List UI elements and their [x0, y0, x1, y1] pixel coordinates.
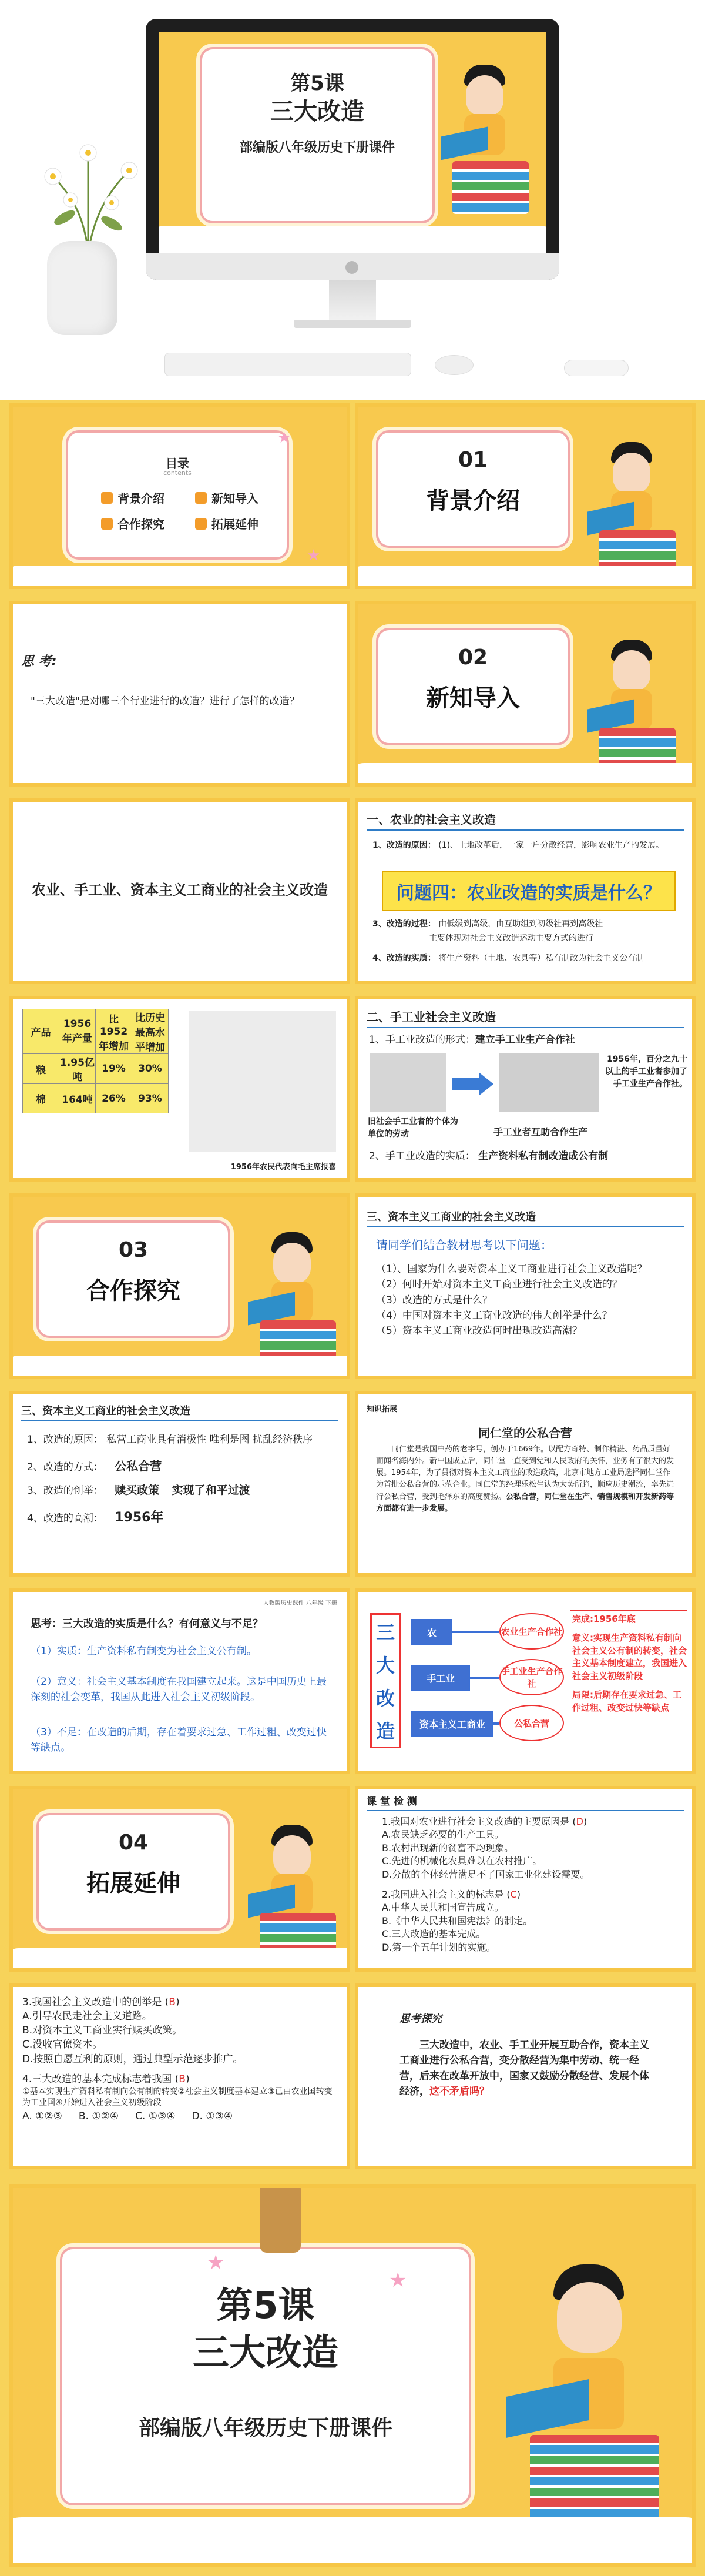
question-item: （5）资本主义工商业改造何时出现改造高潮？: [376, 1325, 582, 1337]
table-cell: 164吨: [59, 1084, 96, 1113]
craft-form: 1、手工业改造的形式：建立手工业生产合作社: [369, 1034, 575, 1046]
slide-quiz-1: [355, 1786, 696, 1972]
slide-section-04: [9, 1786, 350, 1972]
section-title: 合作探究: [86, 1277, 180, 1304]
coop-photo: [499, 1053, 599, 1112]
star-icon: ★: [207, 2251, 225, 2274]
capital-prompt: 请同学们结合教材思考以下问题：: [376, 1238, 552, 1252]
question-item: （4）中国对资本主义工商业改造的伟大创举是什么？: [376, 1310, 612, 1322]
boy-face: [613, 453, 650, 494]
table-cell: 1.95亿吨: [59, 1054, 96, 1084]
think2-a1: （1）实质：生产资料私有制变为社会主义公有制。: [31, 1645, 257, 1657]
craft-caption-left: 旧社会手工业者的个体为单位的劳动: [368, 1117, 458, 1139]
slide-agri: [355, 798, 696, 984]
mindmap-arrows-icon: [452, 1621, 505, 1751]
question-item: （1）、国家为什么要对资本主义工商业进行社会主义改造呢？: [376, 1263, 647, 1275]
divider: [570, 1610, 687, 1611]
capital-questions: [376, 1262, 682, 1339]
capital-a-row: 1、改造的原因： 私营工商业具有消极性 唯利是图 扰乱经济秩序: [27, 1434, 313, 1446]
toc-item-explore[interactable]: 合作探究: [101, 515, 164, 532]
monitor-base: [294, 320, 411, 328]
cloud-decoration: [9, 1948, 350, 1972]
think3-label: 思考探究: [400, 2013, 442, 2025]
mindmap-oval: 农业生产合作社: [499, 1613, 564, 1650]
capital-a-row: 2、改造的方式： 公私合营: [27, 1459, 162, 1473]
table-cell: 粮: [23, 1054, 59, 1084]
agri-heading: 一、农业的社会主义改造: [367, 810, 684, 831]
cloud-decoration: [9, 1356, 350, 1379]
agri-overlay: 问题四：农业改造的实质是什么？: [382, 871, 676, 911]
slide-quiz-2: [9, 1983, 350, 2169]
table-cell: 26%: [96, 1084, 132, 1113]
capital-a-row: 3、改造的创举： 赎买政策 实现了和平过渡: [27, 1484, 250, 1497]
think2-a2: （2）意义：社会主义基本制度在我国建立起来。这是中国历史上最深刻的社会变革，我国从此进入社会主义初级阶段。: [31, 1676, 327, 1704]
think2-a3: （3）不足：在改造的后期，存在着要求过急、工作过粗、改变过快等缺点。: [31, 1727, 327, 1754]
cover-title: 三大改造: [270, 98, 364, 125]
photo-placeholder: [189, 1011, 336, 1152]
table-cell: 棉: [23, 1084, 59, 1113]
cover-slide-mini: [159, 32, 546, 267]
question-item: （2）何时开始对资本主义工商业进行社会主义改造的？: [376, 1279, 622, 1291]
mindmap-notes: 完成:1956年底 意义:实现生产资料私有制向社会主义公有制的转变，社会主义基本制度建立，我国进入社会主义初级阶段 局限:后期存在要求过急、工作过粗、改变过快等缺点: [572, 1614, 687, 1713]
table-cell: 30%: [132, 1054, 169, 1084]
think2-question: 思考：三大改造的实质是什么？有何意义与不足？: [31, 1618, 263, 1630]
slide-capital-questions: [355, 1193, 696, 1379]
phone: [564, 360, 629, 376]
craft-stat: 1956年，百分之九十以上的手工业者参加了手工业生产合作社。: [605, 1055, 687, 1089]
hero-mockup: [0, 0, 705, 400]
monitor: [146, 19, 559, 280]
vase: [47, 241, 118, 335]
section-num: 04: [118, 1831, 149, 1855]
section-title: 新知导入: [426, 685, 520, 712]
flower-plant-icon: [29, 135, 147, 253]
cover-subtitle: 部编版八年级历史下册课件: [239, 140, 395, 155]
craft-caption-right: 手工业者互助合作生产: [494, 1126, 588, 1138]
craft-essence: 2、手工业改造的实质： 生产资料私有制改造成公有制: [369, 1150, 609, 1162]
slide-table: [9, 996, 350, 1182]
quiz-heading: 课 堂 检 测: [367, 1793, 684, 1811]
slide-section-03: [9, 1193, 350, 1379]
section-num: 02: [458, 645, 488, 670]
cloud-decoration: [9, 566, 350, 589]
think3-body: 三大改造中，农业、手工业开展互助合作，资本主义工商业进行公私合营，变分散经营为集中劳动、统一经营，后来在改革开放中，国家又鼓励分散经营、发展个体经济，这不矛盾吗？: [400, 2039, 649, 2098]
clip-icon: [260, 2184, 301, 2253]
section-num: 01: [458, 448, 488, 472]
table-caption: 1956年农民代表向毛主席报喜: [230, 1163, 336, 1172]
agri-row: 4、改造的实质： 将生产资料（土地、农具等）私有制改为社会主义公有制: [372, 954, 644, 963]
think-label: 思 考:: [21, 654, 57, 669]
boy-face: [557, 2282, 622, 2353]
quiz-q3: 3.我国社会主义改造中的创举是 (B) A.引导农民走社会主义道路。 B.对资本主义工商业实行赎买政策。 C.没收官僚资本。 D.按照自愿互利的原则，通过典型示范逐步推广。 4.三大改造的基本完成标志着我国 (B) ①基本实现生产资料私有制向公有制的转变②社会主义制度基本建立③已由农业国转变为工业国④开始进入社会主义初级阶段 A. ①②③ B. ①②④ C. ①③④ D. ①③④: [22, 1996, 333, 2122]
slide-craft: [355, 996, 696, 1182]
slide-mindmap: [355, 1588, 696, 1774]
slide-toc: [9, 403, 350, 589]
toc-heading-en: contents: [163, 469, 192, 477]
section-title: 拓展延伸: [86, 1870, 180, 1897]
mindmap-box-agri: 农: [411, 1619, 452, 1645]
toc-item-extend[interactable]: 拓展延伸: [195, 515, 258, 532]
section-title: 背景介绍: [426, 487, 520, 514]
mindmap-side: 三 大 改 造: [370, 1613, 401, 1748]
tongrentang-tag: 知识拓展: [367, 1403, 397, 1414]
table-cell: 19%: [96, 1054, 132, 1084]
boy-face: [273, 1243, 311, 1284]
cloud-decoration: [355, 763, 696, 787]
book-stack-icon: [452, 161, 529, 214]
capital-a-row: 4、改造的高潮： 1956年: [27, 1510, 164, 1525]
cover-lesson: 第5课: [290, 72, 344, 95]
source-note: 人教版历史课件 八年级 下册: [263, 1600, 337, 1607]
toc-heading: 目录: [166, 456, 189, 470]
slide-answer-banner: [9, 798, 350, 984]
tongrentang-title: 同仁堂的公私合营: [478, 1426, 572, 1440]
monitor-stand: [329, 280, 376, 321]
arrow-right-icon: [452, 1072, 494, 1096]
end-title: 三大改造: [192, 2331, 338, 2374]
boy-face: [466, 75, 503, 116]
think-question: "三大改造"是对哪三个行业进行的改造？进行了怎样的改造？: [31, 695, 300, 707]
cloud-decoration: [355, 566, 696, 589]
star-icon: ★: [307, 547, 321, 564]
star-icon: ★: [389, 2269, 407, 2292]
slide-think-1: [9, 601, 350, 787]
end-subtitle: 部编版八年级历史下册课件: [138, 2416, 392, 2440]
section-num: 03: [118, 1238, 149, 1262]
agri-row: 1、改造的原因： (1)、土地改革后，一家一户分散经营，影响农业生产的发展。: [372, 841, 664, 850]
boy-face: [273, 1835, 311, 1876]
end-lesson: 第5课: [216, 2284, 315, 2327]
agri-row: 3、改造的过程： 由低级到高级，由互助组到初级社再到高级社: [372, 919, 603, 929]
old-craft-photo: [370, 1053, 446, 1112]
slide-think-3: [355, 1983, 696, 2169]
mouse: [435, 355, 474, 375]
table-header: 产品: [23, 1009, 59, 1054]
slide-capital-answers: [9, 1391, 350, 1577]
slide-tongrentang: [355, 1391, 696, 1577]
tongrentang-body: 同仁堂是我国中药的老字号，创办于1669年。以配方奇特、制作精湛、药品质量好而闻名海内外。新中国成立后，同仁堂一直受到党和人民政府的关怀，业务有了很大的发展。1954年，为了贯彻对资本主义工商业的改造政策，北京市地方工业局选择同仁堂作为首批公私合营的示范企业。同仁堂的经理乐松生认为大势所趋，顺应历史潮流，率先进行公私合营，受到毛泽东的高度赞扬。公私合营，同仁堂在生产、销售规模和开发新药等方面都有进一步发展。: [376, 1445, 674, 1513]
craft-heading: 二、手工业社会主义改造: [367, 1008, 684, 1028]
table-header: 1956年产量: [59, 1009, 96, 1054]
mindmap-box-capital: 资本主义工商业: [411, 1711, 494, 1737]
table-header: 比历史最高水平增加: [132, 1009, 169, 1054]
table-header: 比1952年增加: [96, 1009, 132, 1054]
table-row: [23, 1054, 169, 1084]
toc-item-intro[interactable]: 新知导入: [195, 489, 258, 506]
capital-a-heading: 三、资本主义工商业的社会主义改造: [21, 1403, 338, 1421]
mindmap-oval: 手工业生产合作社: [499, 1659, 564, 1695]
quiz-q1: 1.我国对农业进行社会主义改造的主要原因是 (D) A.农民缺乏必要的生产工具。 B.农村出现新的贫富不均现象。 C.先进的机械化农具难以在农村推广。 D.分散的个体经营满足不了国家工业化建设需要。 2.我国进入社会主义的标志是 (C) A.中华人民共和国宣告成立。 B.《中华人民共和国宪法》的制定。 C.三大改造的基本完成。 D.第一个五年计划的实施。: [382, 1816, 590, 1953]
answer-banner: 农业、手工业、资本主义工商业的社会主义改造: [32, 882, 328, 898]
slide-section-02: [355, 601, 696, 787]
table-row: [23, 1084, 169, 1113]
keyboard: [164, 353, 411, 376]
slide-section-01: [355, 403, 696, 589]
mindmap-box-craft: 手工业: [411, 1665, 470, 1691]
capital-heading: 三、资本主义工商业的社会主义改造: [367, 1209, 684, 1227]
agri-row: 主要体现对社会主义改造运动主要方式的进行: [429, 934, 593, 943]
toc-item-background[interactable]: 背景介绍: [101, 489, 164, 506]
slide-think-2: [9, 1588, 350, 1774]
question-item: （3）改造的方式是什么？: [376, 1294, 492, 1306]
harvest-table: [22, 1009, 169, 1113]
slide-cover-end: [9, 2184, 696, 2567]
apple-logo-icon: [345, 261, 358, 274]
mindmap-oval: 公私合营: [499, 1705, 564, 1741]
boy-face: [613, 650, 650, 691]
cloud-decoration: [9, 2517, 696, 2567]
star-icon: ★: [277, 429, 291, 447]
table-cell: 93%: [132, 1084, 169, 1113]
